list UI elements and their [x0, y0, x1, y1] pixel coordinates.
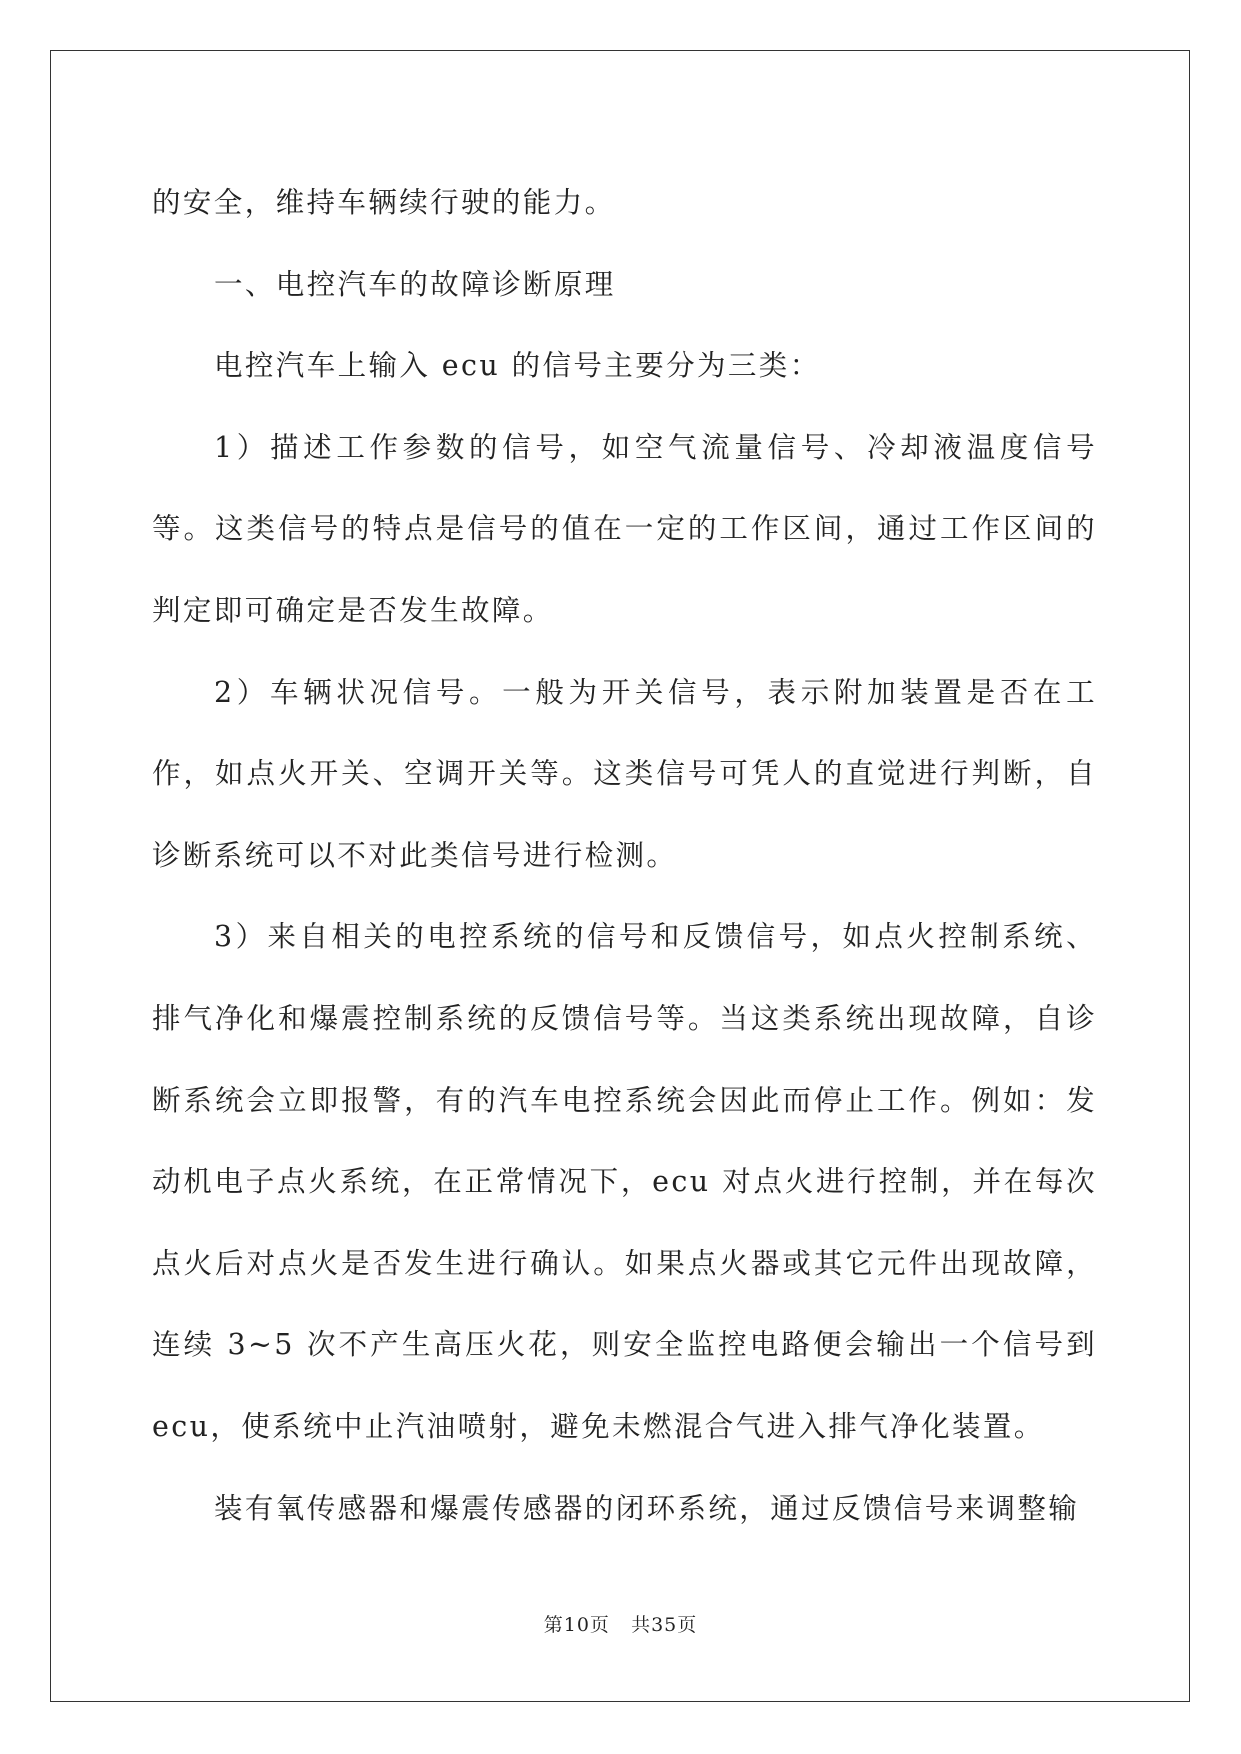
document-body — [152, 162, 1097, 1549]
paragraph: 装有氧传感器和爆震传感器的闭环系统，通过反馈信号来调整输 — [214, 1491, 1080, 1525]
paragraph: 电控汽车上输入 ecu 的信号主要分为三类： — [214, 349, 821, 383]
total-pages: 共35页 — [631, 1614, 698, 1636]
section-heading: 一、电控汽车的故障诊断原理 — [214, 267, 616, 301]
paragraph: 3）来自相关的电控系统的信号和反馈信号，如点火控制系统、排气净化和爆震控制系统的反馈信号等。当这类系统出现故障，自诊断系统会立即报警，有的汽车电控系统会因此而停止工作。例如：发动机电子点火系统，在正常情况下，ecu 对点火进行控制，并在每次点火后对点火是否发生进行确认。如果点火器或其它元件出现故障，连续 3~5 次不产生高压火花，则安全监控电路便会输出一个信号到 ecu，使系统中止汽油喷射，避免未燃混合气进入排气净化装置。 — [152, 920, 1097, 1443]
page-footer — [0, 1610, 1241, 1637]
paragraph: 的安全，维持车辆续行驶的能力。 — [152, 186, 616, 219]
page-number: 第10页 — [543, 1614, 610, 1636]
paragraph: 1）描述工作参数的信号，如空气流量信号、冷却液温度信号等。这类信号的特点是信号的值在一定的工作区间，通过工作区间的判定即可确定是否发生故障。 — [152, 430, 1097, 627]
paragraph: 2）车辆状况信号。一般为开关信号，表示附加装置是否在工作，如点火开关、空调开关等。这类信号可凭人的直觉进行判断，自诊断系统可以不对此类信号进行检测。 — [152, 675, 1097, 872]
